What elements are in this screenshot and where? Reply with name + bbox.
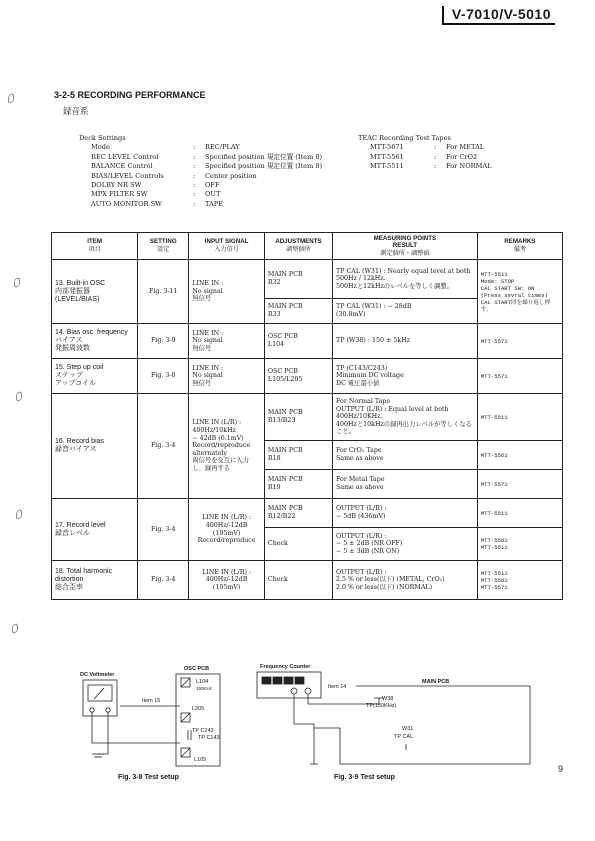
table-header-row <box>52 233 563 260</box>
tp-c143-label: TP C143 <box>198 735 220 741</box>
adjustment-cell: MAIN PCB R33 <box>264 299 332 324</box>
measure-cell: OUTPUT (L/R) : − 5dB (436mV) <box>333 499 478 528</box>
measure-cell: TP CAL (W31) : − 28dB (30.8mV) <box>333 299 478 324</box>
setting-label: REC LEVEL Control <box>91 152 159 161</box>
l105-label: L105 <box>194 757 207 763</box>
main-pcb-label: MAIN PCB <box>422 679 450 685</box>
binding-hole <box>16 509 22 520</box>
tape-use: For NORMAL <box>446 162 492 171</box>
fig-3-9-caption: Fig. 3-9 Test setup <box>334 774 395 781</box>
col-header-setting: SETTING 設定 <box>138 233 189 260</box>
remarks-cell: MTT-5511 <box>477 394 562 441</box>
adjustment-cell: MAIN PCB R19 <box>264 470 332 499</box>
deck-setting-row: BIAS/LEVEL Controls : Center position <box>91 171 257 180</box>
model-number: V-7010/V-5010 <box>442 6 555 25</box>
adjustment-cell: Check <box>264 561 332 600</box>
table-row <box>52 561 563 600</box>
measure-cell: OUTPUT (L/R) : 2.5 % or less(以下) (METAL, CrO₂) 2.0 % or less(以下) (NORMAL) <box>333 561 478 600</box>
tape-code: MTT-5511 <box>370 162 404 171</box>
section-subheading: 録音系 <box>63 107 89 117</box>
col-header-adjustments: ADJUSTMENTS 調整個所 <box>264 233 332 260</box>
adjustment-cell: MAIN PCB R13/R23 <box>264 394 332 441</box>
tp-150khz-label: TP(150KHz) <box>366 703 397 709</box>
remarks-cell: MTT-5561 MTT-5511 <box>477 528 562 561</box>
test-tape-row: MTT-5511 : For NORMAL <box>370 162 492 171</box>
osc-pcb-label: OSC PCB <box>184 666 210 672</box>
test-tape-row: MTT-5561 : For CrO2 <box>370 152 478 161</box>
input-cell: LINE IN (L/R) : 400Hz/10kHz − 42dB (6.1mV) Record/reproduce alternately 両信号を交互に入力し、録再する <box>189 394 265 499</box>
tape-use: For METAL <box>446 143 485 152</box>
adjustment-cell: Check <box>264 528 332 561</box>
setting-label: BIAS/LEVEL Controls <box>91 171 164 180</box>
tp-cal-label: TP CAL <box>394 734 414 740</box>
setting-value: REC/PLAY <box>205 143 240 152</box>
input-cell: LINE IN : No signal 無信号 <box>189 260 265 324</box>
input-cell: LINE IN : No signal 無信号 <box>189 324 265 359</box>
page-number: 9 <box>557 764 563 774</box>
setting-label: DOLBY NR SW <box>91 181 142 190</box>
deck-setting-row: REC LEVEL Control : Specified position 規定位置 (Item 8) <box>91 152 323 161</box>
l104-label: L104 <box>196 679 209 685</box>
test-tapes <box>358 134 491 172</box>
item-cell: 14. Bias osc. frequency バイアス 発振周波数 <box>52 324 138 359</box>
fig-3-8-caption: Fig. 3-8 Test setup <box>118 774 179 781</box>
test-tape-row: MTT-5671 : For METAL <box>370 143 485 152</box>
voltmeter-display <box>88 685 112 701</box>
item-cell: 18. Total harmonic distortion 総合歪率 <box>52 561 138 600</box>
measure-cell: TP (W38) : 150 ± 5kHz <box>333 324 478 359</box>
dc-voltmeter-label: DC Voltmeter <box>80 672 115 678</box>
l104-freq-label: 150KHz <box>196 686 213 691</box>
setting-cell: Fig. 3-4 <box>138 394 189 499</box>
remarks-cell: MTT-5511 Mode: STOP CAL START SW: ON (Press sevral times) CAL START回を繰り返し押す。 <box>477 260 562 324</box>
adjustment-cell: OSC PCB L105/L205 <box>264 359 332 394</box>
remarks-cell: MTT-5511 <box>477 499 562 528</box>
deck-settings <box>79 134 322 209</box>
item-cell: 17. Record level 録音レベル <box>52 499 138 561</box>
fig-3-8-diagram <box>80 668 280 768</box>
setting-value: OUT <box>205 190 221 199</box>
section-heading: 3-2-5 RECORDING PERFORMANCE <box>54 90 206 100</box>
deck-setting-row: AUTO MONITOR SW : TAPE <box>91 199 224 208</box>
col-header-item: ITEM 項目 <box>52 233 138 260</box>
measure-cell: TP (C143/C243) Minimum DC voltage DC 電圧最小値 <box>333 359 478 394</box>
frequency-counter-body <box>257 672 321 698</box>
table-row <box>52 324 563 359</box>
remarks-cell: MTT-5571 <box>477 324 562 359</box>
item-14-label: Item 14 <box>328 684 347 690</box>
setting-label: Mode <box>91 143 110 152</box>
adjustment-cell: OSC PCB L104 <box>264 324 332 359</box>
remarks-cell: MTT-5561 <box>477 441 562 470</box>
tape-use: For CrO2 <box>446 152 478 161</box>
measure-cell: OUTPUT (L/R) : − 5 ± 2dB (NR OFF) − 5 ± 3dB (NR ON) <box>333 528 478 561</box>
measure-cell: For Normal Tape OUTPUT (L/R) : Equal level at both 400Hz/10KHz. 400Hzと10kHzの録再出力レベルが等しくなること。 <box>333 394 478 441</box>
tape-code: MTT-5561 <box>370 152 404 161</box>
adjustment-cell: MAIN PCB R32 <box>264 260 332 299</box>
setting-cell: Fig. 3-11 <box>138 260 189 324</box>
item-cell: 13. Built-in OSC 内部発振器 (LEVEL/BIAS) <box>52 260 138 324</box>
setting-value: Center position <box>205 171 257 180</box>
table-row <box>52 260 563 299</box>
col-header-measuring: MEASURING POINTS RESULT 測定個所・調整値 <box>333 233 478 260</box>
item-cell: 16. Record bias 録音バイアス <box>52 394 138 499</box>
frequency-counter-label: Frequency Counter <box>260 664 311 670</box>
item-cell: 15. Step up coil ステップ アップコイル <box>52 359 138 394</box>
input-cell: LINE IN : No signal 無信号 <box>189 359 265 394</box>
deck-setting-row: MPX FILTER SW : OUT <box>91 190 221 199</box>
deck-setting-row: BALANCE Control : Specified position 規定位置 (Item 8) <box>91 162 323 171</box>
fig-3-8-drawing <box>80 668 280 768</box>
binding-hole <box>16 391 22 402</box>
tape-code: MTT-5671 <box>370 143 404 152</box>
setting-cell: Fig. 3-9 <box>138 324 189 359</box>
input-cell: LINE IN (L/R) : 400Hz/-12dB (195mV) Record/reproduce <box>189 499 265 561</box>
setting-value: Specified position 規定位置 (Item 8) <box>205 152 323 161</box>
l205-label: L205 <box>192 706 205 712</box>
table-row <box>52 499 563 528</box>
tp-c243-label: TP C243 <box>192 728 214 734</box>
setting-value: Specified position 規定位置 (Item 8) <box>205 162 323 171</box>
setting-cell: Fig. 3-4 <box>138 499 189 561</box>
remarks-cell: MTT-5571 <box>477 470 562 499</box>
input-cell: LINE IN (L/R) : 400Hz/-12dB (195mV) <box>189 561 265 600</box>
adjustment-cell: MAIN PCB R18 <box>264 441 332 470</box>
setting-label: AUTO MONITOR SW <box>91 199 162 208</box>
w38-label: W38 <box>382 696 394 702</box>
remarks-cell: MTT-5511 MTT-5561 MTT-5571 <box>477 561 562 600</box>
measure-cell: For Metal Tape Same as above <box>333 470 478 499</box>
setting-cell: Fig. 3-8 <box>138 359 189 394</box>
fig-3-9-diagram <box>254 664 544 770</box>
deck-setting-row: Mode : REC/PLAY <box>91 143 240 152</box>
fig-3-9-drawing <box>254 664 544 770</box>
setting-label: BALANCE Control <box>91 162 153 171</box>
table-row <box>52 359 563 394</box>
measure-cell: For CrO₂ Tape Same as above <box>333 441 478 470</box>
adjustment-cell: MAIN PCB R12/R22 <box>264 499 332 528</box>
col-header-remarks: REMARKS 備考 <box>477 233 562 260</box>
measure-cell: TP CAL (W31) : Nearly equal level at both 500Hz / 12kHz. 500Hzと12kHzのレベルを等しく調整。 <box>333 260 478 299</box>
setting-label: MPX FILTER SW <box>91 190 148 199</box>
setting-value: OFF <box>205 181 220 190</box>
recording-performance-table <box>51 232 563 600</box>
w31-label: W31 <box>402 726 414 732</box>
deck-settings-title: Deck Settings <box>79 134 126 142</box>
table-row <box>52 394 563 441</box>
binding-hole <box>8 93 14 104</box>
setting-value: TAPE <box>205 199 224 208</box>
remarks-cell: MTT-5571 <box>477 359 562 394</box>
deck-setting-row: DOLBY NR SW : OFF <box>91 181 220 190</box>
col-header-input: INPUT SIGNAL 入力信号 <box>189 233 265 260</box>
binding-hole <box>12 623 18 634</box>
item-15-label: Item 15 <box>142 698 161 704</box>
test-tapes-title: TEAC Recording Test Tapes <box>358 134 451 142</box>
binding-hole <box>14 277 20 288</box>
setting-cell: Fig. 3-4 <box>138 561 189 600</box>
